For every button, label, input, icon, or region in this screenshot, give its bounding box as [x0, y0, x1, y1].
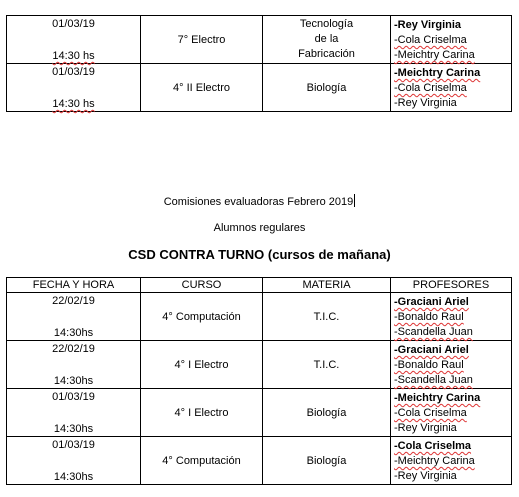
- date-cell: [7, 389, 141, 437]
- header-fecha: FECHA Y HORA: [7, 278, 141, 293]
- curso-cell: 4° II Electro: [141, 64, 263, 112]
- exam-time: 14:30 hs: [52, 50, 95, 62]
- profesores-cell: [391, 64, 512, 112]
- header-curso: CURSO: [141, 278, 263, 293]
- materia-cell: Biología: [263, 64, 391, 112]
- exam-time: 14:30hs: [53, 471, 94, 483]
- materia-cell: T.I.C.: [263, 341, 391, 389]
- profesor-name: -Rey Virginia: [394, 19, 462, 31]
- exam-date: 01/03/19: [52, 18, 95, 30]
- profesores-cell: [391, 389, 512, 437]
- table-row: [7, 341, 512, 389]
- materia-line: de la: [314, 33, 339, 45]
- profesor-name: -Meichtry Carina: [394, 455, 475, 467]
- heading-csd: CSD CONTRA TURNO (cursos de mañana): [128, 247, 391, 262]
- profesor-name: -Cola Criselma: [394, 82, 467, 94]
- profesores-cell: [391, 437, 512, 485]
- table-row: [7, 437, 512, 485]
- profesores-cell: [391, 16, 512, 64]
- profesor-name: -Rey Virginia: [394, 97, 457, 109]
- materia-line: Tecnología: [299, 18, 354, 30]
- header-row: [7, 278, 512, 293]
- heading-alumnos: Alumnos regulares: [213, 222, 306, 234]
- main-table: [6, 277, 512, 485]
- exam-time: 14:30 hs: [52, 98, 95, 110]
- materia-cell: Biología: [263, 389, 391, 437]
- top-table: [6, 15, 512, 112]
- exam-date: 22/02/19: [52, 343, 95, 355]
- materia-cell: Biología: [263, 437, 391, 485]
- exam-date: 01/03/19: [52, 439, 95, 451]
- curso-cell: 7° Electro: [141, 16, 263, 64]
- date-cell: [7, 16, 141, 64]
- table-row: [7, 389, 512, 437]
- profesor-name: -Scandella Juan: [394, 326, 473, 338]
- profesor-name: -Cola Criselma: [394, 407, 467, 419]
- date-cell: [7, 341, 141, 389]
- exam-time: 14:30hs: [53, 423, 94, 435]
- date-cell: [7, 437, 141, 485]
- exam-date: 01/03/19: [52, 391, 95, 403]
- profesor-name: -Meichtry Carina: [394, 392, 481, 404]
- profesor-name: -Rey Virginia: [394, 422, 457, 434]
- heading-commissions-text: Comisiones evaluadoras Febrero 2019: [163, 196, 354, 208]
- profesor-name: -Cola Criselma: [394, 440, 472, 452]
- profesores-cell: [391, 293, 512, 341]
- profesor-name: -Bonaldo Raul: [394, 311, 464, 323]
- materia-line: Fabricación: [298, 48, 355, 60]
- table-row: [7, 293, 512, 341]
- date-cell: [7, 293, 141, 341]
- table-row: [7, 64, 512, 112]
- exam-time: 14:30hs: [53, 375, 94, 387]
- heading-commissions: [0, 194, 519, 208]
- header-profesores: PROFESORES: [391, 278, 512, 293]
- table-row: [7, 16, 512, 64]
- profesor-name: -Meichtry Carina: [394, 49, 475, 61]
- profesor-name: -Graciani Ariel: [394, 344, 469, 356]
- profesor-name: -Graciani Ariel: [394, 296, 469, 308]
- profesor-name: -Bonaldo Raul: [394, 359, 464, 371]
- header-materia: MATERIA: [263, 278, 391, 293]
- text-cursor: [354, 194, 355, 207]
- curso-cell: 4° I Electro: [141, 389, 263, 437]
- date-cell: [7, 64, 141, 112]
- profesores-cell: [391, 341, 512, 389]
- exam-time: 14:30hs: [53, 327, 94, 339]
- exam-date: 01/03/19: [52, 66, 95, 78]
- curso-cell: 4° Computación: [141, 437, 263, 485]
- materia-cell: T.I.C.: [263, 293, 391, 341]
- curso-cell: 4° I Electro: [141, 341, 263, 389]
- profesor-name: -Scandella Juan: [394, 374, 473, 386]
- materia-cell: [263, 16, 391, 64]
- profesor-name: -Cola Criselma: [394, 34, 467, 46]
- curso-cell: 4° Computación: [141, 293, 263, 341]
- exam-date: 22/02/19: [52, 295, 95, 307]
- profesor-name: -Rey Virginia: [394, 470, 457, 482]
- profesor-name: -Meichtry Carina: [394, 67, 481, 79]
